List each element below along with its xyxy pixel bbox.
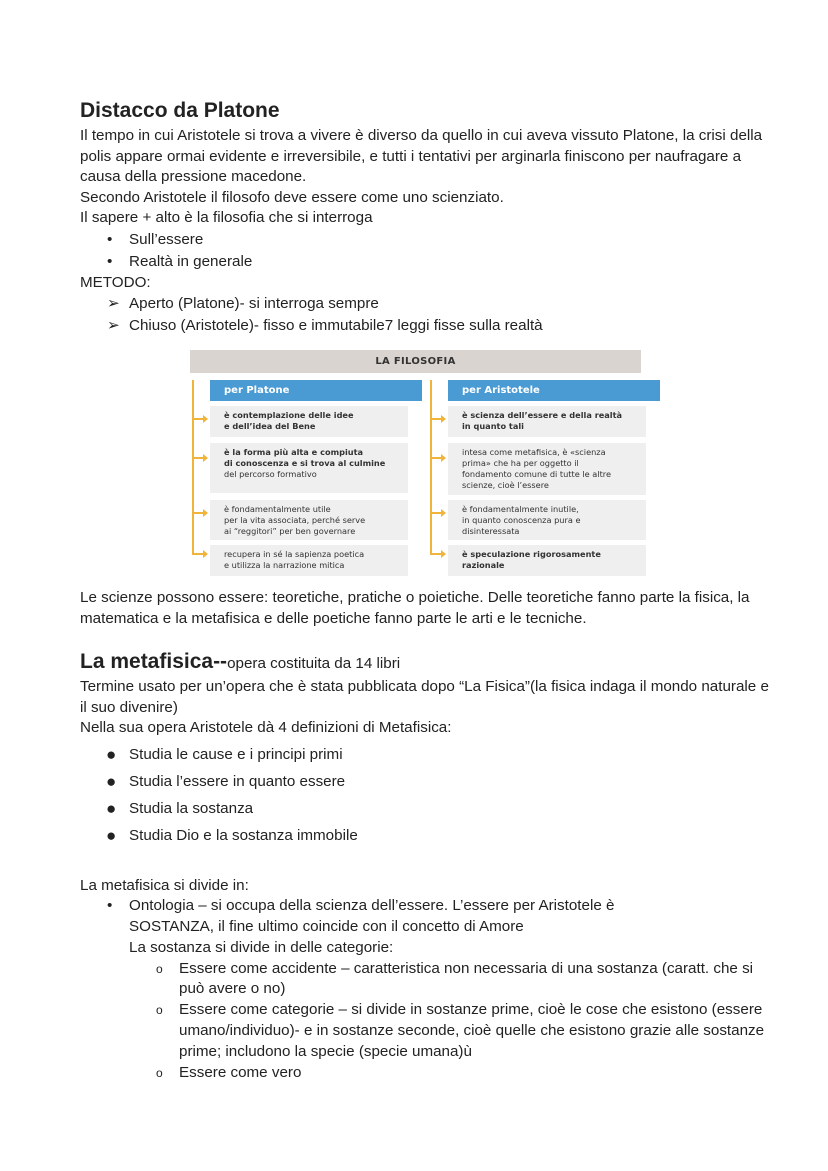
list-item: • Ontologia – si occupa della scienza dell’essere. L’essere per Aristotele è (80, 896, 770, 917)
list-item: • Sull’essere (80, 229, 770, 251)
bullet-icon: ● (106, 771, 117, 791)
section-two-block (80, 588, 770, 1083)
platone-column-title: per Platone (210, 380, 422, 401)
paragraph-scienziato: Secondo Aristotele il filosofo deve essere come uno scienziato. (80, 188, 504, 206)
definitions-list (80, 741, 770, 850)
document-page (80, 98, 770, 337)
divisions-list (80, 896, 770, 917)
bracket-line (430, 380, 432, 555)
bullet-icon: ● (106, 744, 117, 764)
aristotele-column-title: per Aristotele (448, 380, 660, 401)
arrow-icon (430, 457, 444, 459)
platone-item-3: è fondamentalmente utile per la vita associata, perché serve ai “reggitori” per ben governare (210, 500, 408, 540)
aristotele-item-3: è fondamentalmente inutile, in quanto conoscenza pura e disinteressata (448, 500, 646, 540)
platone-column (210, 380, 422, 401)
list-item: o Essere come accidente – caratteristica non necessaria di una sostanza (caratt. che si può avere o no) (156, 959, 754, 998)
bullet-icon: ● (106, 826, 117, 846)
section-title-distacco: Distacco da Platone (80, 99, 280, 122)
arrow-icon (430, 553, 444, 555)
list-item: ● Studia l’essere in quanto essere (80, 768, 770, 795)
list-item: ● Studia la sostanza (80, 795, 770, 822)
bullet-icon: • (107, 897, 113, 915)
philosophy-comparison-figure (190, 350, 642, 582)
list-item: ➢ Chiuso (Aristotele)- fisso e immutabile7 leggi fisse sulla realtà (80, 315, 770, 337)
ontology-categories-label: La sostanza si divide in delle categorie: (129, 938, 394, 956)
ontology-continuation: SOSTANZA, il fine ultimo coincide con il concetto di Amore (129, 917, 524, 935)
platone-item-4: recupera in sé la sapienza poetica e utilizza la narrazione mitica (210, 545, 408, 576)
list-item: • Realtà in generale (80, 251, 770, 273)
arrow-bullet-icon: ➢ (107, 317, 120, 334)
circle-bullet-icon: o (156, 1003, 163, 1018)
aristotele-item-4: è speculazione rigorosamente razionale (448, 545, 646, 576)
arrow-icon (192, 418, 206, 420)
arrow-icon (192, 457, 206, 459)
list-item: o Essere come categorie – si divide in sostanze prime, cioè le cose che esistono (essere umano/individuo)- e in sostanze seconde, cioè quelle che esistono grazie alle sostanze prime; includono la specie (specie umana)ù (156, 1001, 765, 1060)
aristotele-item-2: intesa come metafisica, è «scienza prima» che ha per oggetto il fondamento comune di tutte le altre scienze, cioè l’essere (448, 443, 646, 495)
platone-item-2: è la forma più alta e compiuta di conoscenza e si trova al culmine del percorso formativo (210, 443, 408, 493)
figure-header: LA FILOSOFIA (190, 350, 641, 373)
sapere-list (80, 229, 770, 273)
arrow-icon (430, 418, 444, 420)
arrow-icon (192, 512, 206, 514)
method-label: METODO: (80, 273, 151, 291)
paragraph-definizioni: Nella sua opera Aristotele dà 4 definizioni di Metafisica: (80, 719, 452, 736)
bullet-icon: ● (106, 799, 117, 819)
paragraph-intro: Il tempo in cui Aristotele si trova a vivere è diverso da quello in cui aveva vissuto Platone, la crisi della polis appare ormai evidente e irreversibile, e tutti i tentativi per arginarla finiscono per naufragare a causa della pressione macedone. (80, 127, 763, 185)
section-title-metafisica: La metafisica--opera costituita da 14 libri (80, 650, 401, 673)
bullet-icon: • (107, 252, 113, 270)
list-item: o Essere come vero (80, 1063, 770, 1084)
bracket-line (192, 380, 194, 555)
circle-bullet-icon: o (156, 961, 163, 976)
arrow-icon (430, 512, 444, 514)
circle-bullet-icon: o (156, 1065, 163, 1080)
paragraph-scienze: Le scienze possono essere: teoretiche, pratiche o poietiche. Delle teoretiche fanno parte la fisica, la matematica e la metafisica e delle poetiche fanno parte le arti e le tecniche. (80, 589, 750, 627)
aristotele-column (448, 380, 660, 401)
categories-list (80, 959, 770, 1084)
list-item: ● Studia Dio e la sostanza immobile (80, 822, 770, 849)
bullet-icon: • (107, 230, 113, 248)
arrow-bullet-icon: ➢ (107, 295, 120, 312)
list-item: ● Studia le cause e i principi primi (80, 741, 770, 768)
aristotele-item-1: è scienza dell’essere e della realtà in quanto tali (448, 406, 646, 437)
list-item: ➢ Aperto (Platone)- si interroga sempre (80, 293, 770, 315)
paragraph-sapere: Il sapere + alto è la filosofia che si interroga (80, 209, 373, 226)
method-list (80, 293, 770, 337)
paragraph-termine: Termine usato per un’opera che è stata pubblicata dopo “La Fisica”(la fisica indaga il mondo naturale e il suo divenire) (80, 678, 769, 716)
platone-item-1: è contemplazione delle idee e dell’idea del Bene (210, 406, 408, 437)
arrow-icon (192, 553, 206, 555)
paragraph-divide: La metafisica si divide in: (80, 876, 249, 894)
